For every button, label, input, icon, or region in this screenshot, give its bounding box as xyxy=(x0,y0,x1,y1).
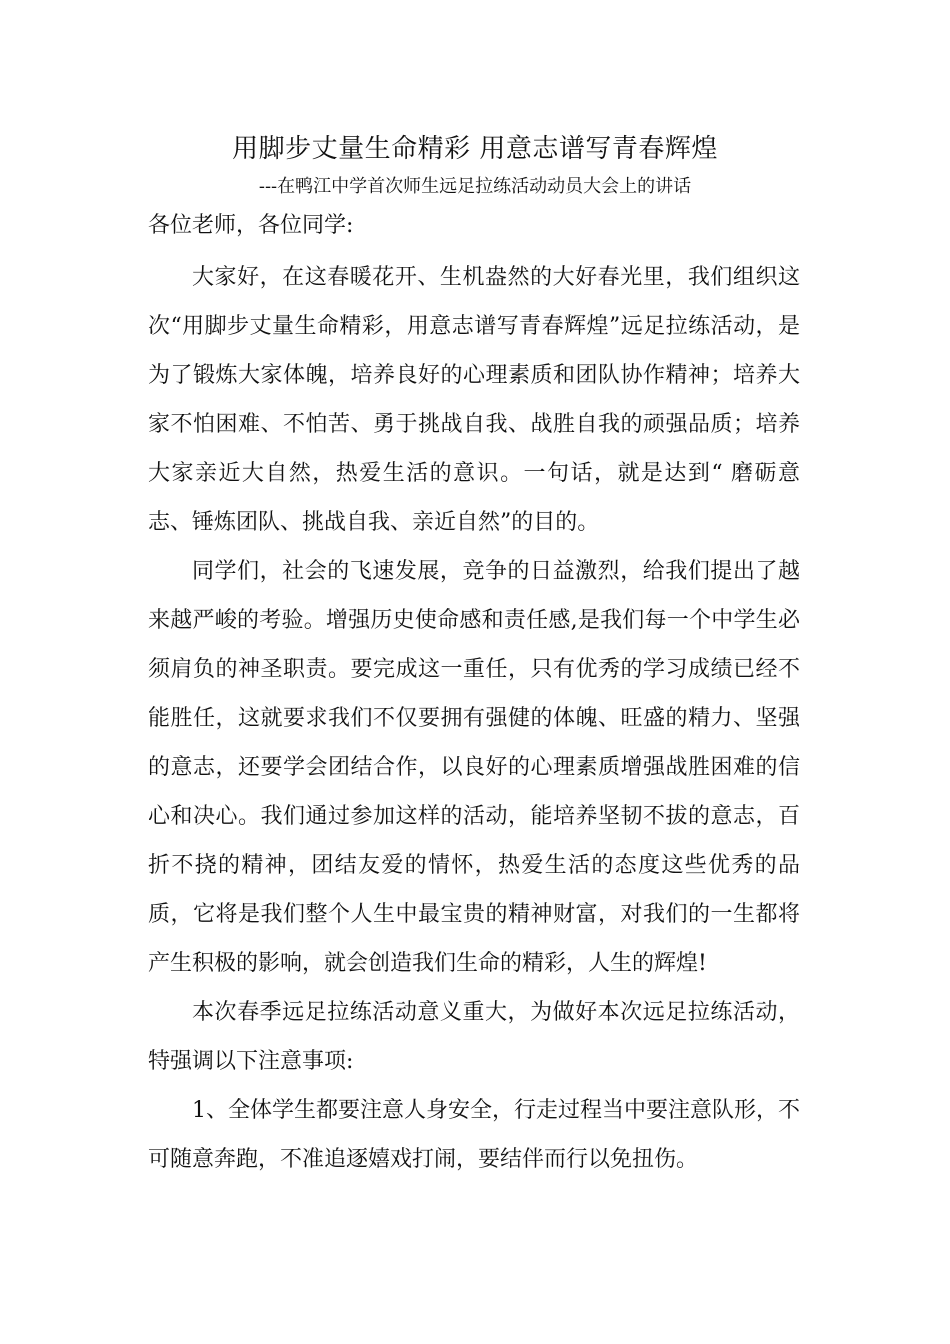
paragraph-notice-intro: 本次春季远足拉练活动意义重大，为做好本次远足拉练活动，特强调以下注意事项: xyxy=(148,1000,800,1074)
document-subtitle: ---在鸭江中学首次师生远足拉练活动动员大会上的讲话 xyxy=(258,176,692,197)
salutation: 各位老师，各位同学: xyxy=(148,213,354,238)
document-title: 用脚步丈量生命精彩 用意志谱写青春辉煌 xyxy=(232,134,718,164)
document-body xyxy=(148,253,800,1184)
paragraph-notice-item-1: 1、全体学生都要注意人身安全，行走过程当中要注意队形，不可随意奔跑，不准追逐嬉戏打闹，要结伴而行以免扭伤。 xyxy=(148,1098,800,1172)
paragraph-opening: 大家好，在这春暖花开、生机盎然的大好春光里，我们组织这次“用脚步丈量生命精彩，用意志谱写青春辉煌”远足拉练活动，是为了锻炼大家体魄，培养良好的心理素质和团队协作精神；培养大家不怕困难、不怕苦、勇于挑战自我、战胜自我的顽强品质；培养大家亲近大自然，热爱生活的意识。一句话，就是达到“ 磨砺意志、锤炼团队、挑战自我、亲近自然”的目的。 xyxy=(148,265,800,535)
paragraph-significance: 同学们，社会的飞速发展，竞争的日益激烈，给我们提出了越来越严峻的考验。增强历史使命感和责任感,是我们每一个中学生必须肩负的神圣职责。要完成这一重任，只有优秀的学习成绩已经不能胜任，这就要求我们不仅要拥有强健的体魄、旺盛的精力、坚强的意志，还要学会团结合作，以良好的心理素质增强战胜困难的信心和决心。我们通过参加这样的活动，能培养坚韧不拔的意志，百折不挠的精神，团结友爱的情怀，热爱生活的态度这些优秀的品质，它将是我们整个人生中最宝贵的精神财富，对我们的一生都将产生积极的影响，就会创造我们生命的精彩，人生的辉煌! xyxy=(148,559,800,976)
